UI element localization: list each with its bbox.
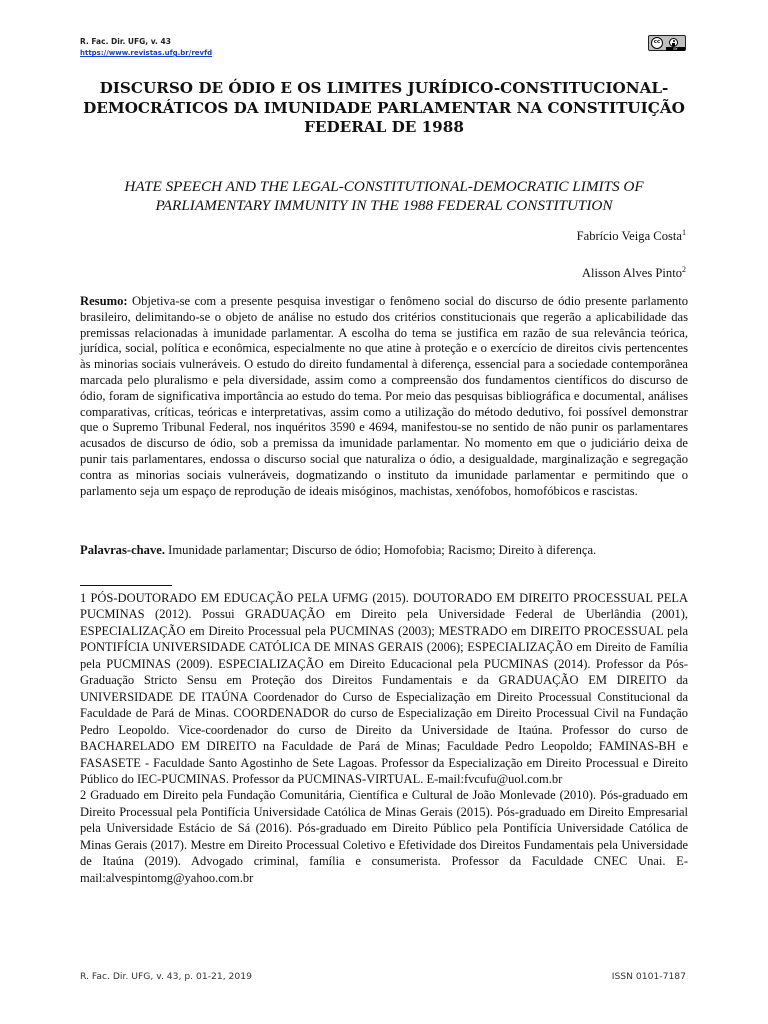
by-label: BY (666, 47, 685, 51)
author-name: Fabrício Veiga Costa (576, 229, 682, 243)
article-title-english: HATE SPEECH AND THE LEGAL-CONSTITUTIONAL-DEMOCRATIC LIMITS OF PARLIAMENTARY IMMUNITY IN THE 1988 FEDERAL CONSTITUTION (124, 178, 644, 214)
journal-name: R. Fac. Dir. UFG, v. 43 (80, 37, 171, 46)
abstract-text: Objetiva-se com a presente pesquisa investigar o fenômeno social do discurso de ódio presente parlamento brasileiro, delimitando-se o objeto de análise no estudo dos critérios constitucionais que regerão a aplicabilidade das premissas relacionadas à imunidade parlamentar. A escolha do tema se justifica em razão de sua relevância teórica, jurídica, social, política e econômica, especialmente no que atine à proteção e o exercício de direitos civis pertencentes às minorias sociais vulneráveis. O estudo do direito fundamental à diferença, essencial para a sociedade contemporânea marcada pelo pluralismo e pela diversidade, assim como a compreensão dos fundamentos científicos do discurso de ódio, foram de significativa importância ao estudo do tema. Por meio das pesquisas bibliográfica e documental, análises comparativas, críticas, teóricas e interpretativas, assim como a utilização do método dedutivo, foi possível demonstrar que o Supremo Tribunal Federal, nos inquéritos 3590 e 4694, manifestou-se no sentido de não punir os parlamentares acusados de discurso de ódio, sob a premissa da imunidade parlamentar. No momento em que o judiciário deixa de punir tais parlamentares, endossa o discurso social que naturaliza o ódio, a desigualdade, marginalização e segregação contra as minorias sociais vulneráveis, dogmatizando o instituto da imunidade parlamentar e permitindo que o parlamento seja um espaço de reprodução de ideais misóginos, machistas, xenófobos, homofóbicos e rascistas. (80, 294, 688, 498)
keywords-label: Palavras-chave. (80, 543, 165, 557)
author-name: Alisson Alves Pinto (581, 266, 682, 280)
attribution-person-icon (669, 38, 678, 47)
author-2 (582, 262, 686, 281)
footnote-1: 1 PÓS-DOUTORADO EM EDUCAÇÃO PELA UFMG (2015). DOUTORADO EM DIREITO PROCESSUAL PELA PUCMINAS (2012). Possui GRADUAÇÃO em Direito pela Universidade Federal de Uberlândia (2001), ESPECIALIZAÇÃO em Direito Processual pela PUCMINAS (2003); MESTRADO em DIREITO PROCESSUAL pela PONTIFÍCIA UNIVERSIDADE CATÓLICA DE MINAS GERAIS (2006); ESPECIALIZAÇÃO em Direito de Família pela PUCMINAS (2009). ESPECIALIZAÇÃO em Direito Educacional pela PUCMINAS (2014). Professor da Pós-Graduação Stricto Sensu em Proteção dos Direitos Fundamentais e da GRADUAÇÃO EM DIREITO da UNIVERSIDADE DE ITAÚNA Coordenador do Curso de Especialização em Direito Processual Constitucional da Faculdade de Pará de Minas. COORDENADOR do curso de Especialização em Direito Processual Civil na Fundação Pedro Leopoldo. Vice-coordenador do curso de Direito da Universidade de Itaúna. Professor do curso de BACHARELADO EM DIREITO na Faculdade de Pará de Minas; Faculdade Pedro Leopoldo; FAMINAS-BH e FASASETE - Faculdade Santo Agostinho de Sete Lagoas. Professor da Especialização em Direito Processual e Direito Público do IEC-PUCMINAS. Professor da PUCMINAS-VIRTUAL. E-mail:fvcufu@uol.com.br (80, 591, 688, 786)
author-1 (577, 225, 686, 244)
article-title: DISCURSO DE ÓDIO E OS LIMITES JURÍDICO-CONSTITUCIONAL-DEMOCRÁTICOS DA IMUNIDADE PARLAMENTAR NA CONSTITUIÇÃO FEDERAL DE 1988 (83, 79, 685, 136)
cc-circle-icon: cc (651, 37, 663, 49)
footnote-2: 2 Graduado em Direito pela Fundação Comunitária, Científica e Cultural de João Monlevade (2010). Pós-graduado em Direito Processual pela Pontifícia Universidade Católica de Minas Gerais (2015). Pós-graduado em Direito Empresarial pela Universidade Estácio de Sá (2016). Pós-graduado em Direito Público pela Pontifícia Universidade Católica de Minas Gerais (2017). Mestre em Direito Processual Coletivo e Efetividade dos Direitos Fundamentais pela Universidade de Itaúna (2019). Advogado criminal, família e consumerista. Professor da Faculdade CNEC Unai. E-mail:alvespintomg@yahoo.com.br (80, 788, 688, 885)
footnote-separator (80, 585, 172, 586)
cc-by-icon[interactable] (648, 35, 686, 51)
footnote-marker: 2 (682, 265, 686, 274)
journal-url-link[interactable]: https://www.revistas.ufg.br/revfd (80, 49, 213, 57)
footer-citation: R. Fac. Dir. UFG, v. 43, p. 01-21, 2019 (80, 971, 252, 982)
abstract (80, 294, 688, 499)
keywords (80, 542, 688, 558)
abstract-label: Resumo: (80, 294, 128, 308)
keywords-text: Imunidade parlamentar; Discurso de ódio; Homofobia; Racismo; Direito à diferença. (168, 543, 597, 557)
footer-issn: ISSN 0101-7187 (611, 971, 686, 982)
footnotes (80, 590, 688, 886)
footnote-marker: 1 (682, 228, 686, 237)
